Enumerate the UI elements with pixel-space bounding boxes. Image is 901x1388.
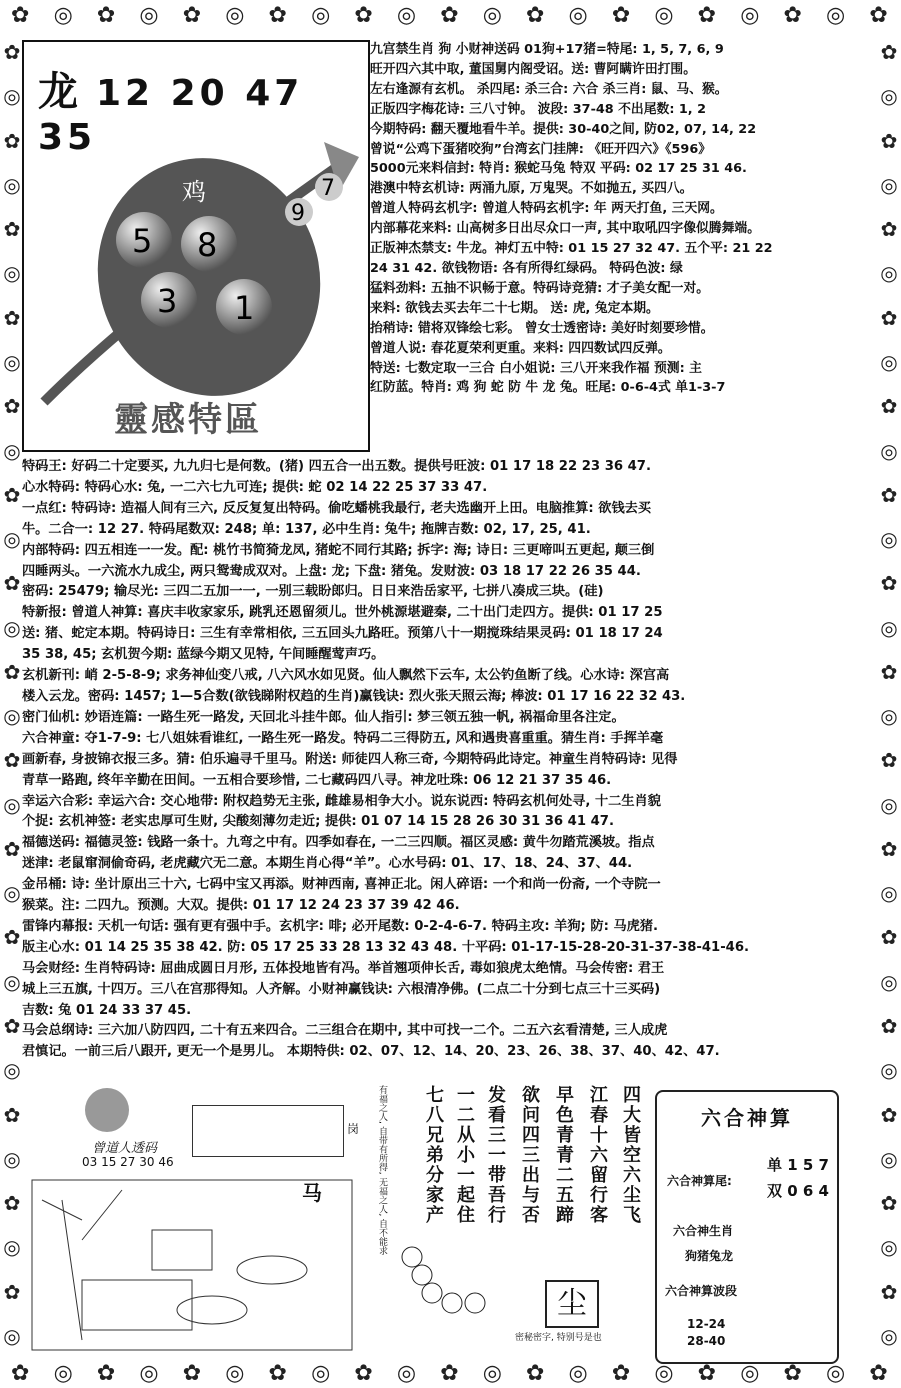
text-line: 曾说“公鸡下蛋猪咬狗”台湾玄门挂牌: 《旺开四六》《596》 [370,141,712,157]
verse-column: 早色青青二五蹄 [553,1085,574,1225]
arrow-number: 7 [321,176,335,201]
liuhe-box [655,1090,839,1364]
verse-column: 一二从小一起住 [454,1085,475,1225]
mark-label: 岗 [347,1122,360,1136]
text-line: 内部幕花来料: 山高树多日出尽众口一声, 其中取吼四字像似腾舞端。 [370,221,760,237]
text-line: 特新报: 曾道人神算: 喜庆丰收家家乐, 跳乳还恩留须儿。世外桃源堪避秦, 二十出门走四方。提供: 01 17 25 [22,605,663,621]
text-line: 牛。二合一: 12 27. 特码尾数双: 248; 单: 137, 必中生肖: 兔牛; 拖牌吉数: 02, 17, 25, 41. [22,521,591,537]
text-line: 5000元来料信封: 特肖: 猴蛇马兔 特双 平码: 02 17 25 31 46. [370,161,747,177]
chen-character: 尘 [545,1280,599,1328]
text-line: 35 38, 45; 玄机贺今期: 蓝绿今期又见特, 午间睡醒莺声巧。 [22,647,385,663]
text-line: 画新春, 身披锦衣报三多。猜: 伯乐遍寻千里马。附送: 师徒四人称三奇, 今期特码此诗定。神童生肖特码诗: 见得 [22,751,678,767]
text-line: 曾道人说: 春花夏荣利更重。来料: 四四数试四反弹。 [370,340,671,356]
verse-column: 欲问四三出与否 [519,1085,540,1225]
zeng-name: 曾道人透码 [92,1141,158,1156]
right-column-text [370,40,880,398]
text-line: 城上三五旗, 十四万。三八在宫那得知。人齐解。小财神赢钱诀: 六根清净佛。(二点二十分到七点三十三买码) [22,981,661,997]
text-line: 一点红: 特码诗: 造福人间有三六, 反反复复出特码。偷吃蟠桃我最行, 老夫选幽开上田。电脑推算: 欲钱去买 [22,500,652,516]
text-line: 内部特码: 四五相连一一发。配: 桃竹书简猗龙凤, 猪蛇不同行其路; 拆字: 海; 诗日: 三更啼叫五更起, 颠三倒 [22,542,655,558]
panel-badge: 靈感特區 [114,400,262,440]
zeng-numbers: 03 15 27 30 46 [82,1155,174,1169]
text-line: 送: 猪、蛇定本期。特码诗日: 三生有幸常相依, 三五回头九路旺。预第八十一期搅珠结果灵码: 01 18 17 24 [22,626,663,642]
bottom-left-illustration [22,1080,362,1358]
text-line: 特码王: 好码二十定要买, 九九归七是何数。(猪) 四五合一出五数。提供号旺波: 01 17 18 22 23 36 47. [22,459,651,474]
left-border: ✿ ◎ ✿ ◎ ✿ ◎ ✿ ◎ ✿ ◎ ✿ ◎ ✿ ◎ ✿ ◎ ✿ ◎ ✿ ◎ ✿ ◎ ✿ ◎ ✿ ◎ ✿ ◎ ✿ ◎ [3,40,21,1348]
text-line: 迷津: 老鼠窜洞偷奇码, 老虎藏穴无二意。本期生肖心得“羊”。心水号码: 01、17、18、24、37、44. [22,856,633,872]
text-line: 今期特码: 翻天覆地看牛羊。提供: 30-40之间, 防02, 07, 14, 22 [370,121,757,137]
text-line: 特送: 七数定取一三合 白小姐说: 三八开来我作福 预测: 主 [370,360,702,376]
billiard-balls [400,1245,500,1315]
verse-column: 四大皆空六尘飞 [620,1085,641,1225]
chen-note: 密秘密字, 特别号是也 [515,1333,602,1343]
text-line: 九宫禁生肖 狗 小财神送码 01狗+17猪=特尾: 1, 5, 7, 6, 9 [370,42,724,57]
egg-label: 鸡 [182,178,206,206]
text-line: 港澳中特玄机诗: 两涌九原, 万鬼哭。不如抛五, 买四八。 [370,181,693,197]
verse-column: 江春十六留行客 [587,1085,608,1225]
text-line: 猴菜。注: 二四九。预测。大双。提供: 01 17 12 24 23 37 39 42 46. [22,898,460,914]
text-line: 雷锋内幕报: 天机一句话: 强有更有强中手。玄机字: 啡; 必开尾数: 0-2-4-6-7. 特码主攻: 羊狗; 防: 马虎猪. [22,918,659,934]
text-line: 吉数: 兔 01 24 33 37 45. [22,1002,192,1018]
band-range: 28-40 [687,1334,726,1348]
text-line: 心水特码: 特码心水: 兔, 一二六七九可连; 提供: 蛇 02 14 22 25 37 33 47. [22,479,488,495]
tail-label: 六合神算尾: [667,1174,732,1188]
zodiac-list: 狗猪兔龙 [685,1249,734,1263]
text-line: 24 31 42. 欲钱物语: 各有所得红绿码。 特码色波: 绿 [370,260,683,276]
band-range: 12-24 [687,1317,726,1331]
text-line: 马会财经: 生肖特码诗: 屈曲成圆日月形, 五体投地皆有冯。举首翘项伸长舌, 毒如狼虎太绝情。马会传密: 君王 [22,960,665,976]
single-digits: 单 1 5 7 [767,1156,829,1174]
text-line: 幸运六合彩: 幸运六合: 交心地带: 附权趋势无主张, 雌雄易相争大小。说东说西: 特码玄机何处寻, 十二生肖貌 [22,793,661,809]
text-line: 密门仙机: 妙语连篇: 一路生死一路发, 天回北斗挂牛郎。仙人指引: 梦三领五独一帆, 祸福命里各注定。 [22,709,625,725]
verse-column: 发看三一带吾行 [485,1085,506,1225]
band-label: 六合神算波段 [665,1284,738,1298]
small-note: 有福之人, 自带有所得, 无福之人, 自不能求 [377,1085,387,1256]
text-line: 四睡两头。一六流水九成尘, 两只鸳鸯成双对。上盘: 龙; 下盘: 猪兔。发财波: 03 18 17 22 26 35 44. [22,563,641,579]
mini-grid [192,1105,344,1157]
ball-number: 8 [197,226,218,264]
horse-label: 马 [302,1181,322,1205]
ball-number: 1 [234,289,255,327]
text-line: 正版神杰禁支: 牛龙。神灯五中特: 01 15 27 32 47. 五个平: 21 22 [370,241,773,257]
text-line: 福德送码: 福德灵签: 钱路一条十。九弯之中有。四季如春在, 一二三四顺。福区灵感: 黄牛勿踏荒溪坡。指点 [22,835,655,851]
text-line: 红防蓝。特肖: 鸡 狗 蛇 防 牛 龙 兔。旺尾: 0-6-4式 单1-3-7 [370,380,726,396]
egg-graphic [24,102,368,432]
box-title: 六合神算 [701,1106,793,1130]
text-line: 玄机新刊: 峭 2-5-8-9; 求务神仙变八戒, 八六风水如见贤。仙人飘然下云车, 太公钓鱼断了线。心水诗: 深宫高 [22,668,670,684]
text-line: 青草一路跑, 终年辛勤在田间。一五相合要珍惜, 二七藏码四八寻。神龙吐珠: 06 12 21 37 35 46. [22,772,612,788]
text-line: 个捉: 玄机神签: 老实忠厚可生财, 尖酸刻薄勿走近; 提供: 01 07 14 15 28 26 30 31 36 41 47. [22,814,614,830]
text-line: 马会总纲诗: 三六加八防四四, 二十有五来四合。二三组合在期中, 其中可找一二个。二五六玄看清楚, 三人成虎 [22,1023,668,1039]
text-line: 正版四字梅花诗: 三八寸钟。 波段: 37-48 不出尾数: 1, 2 [370,101,707,117]
double-digits: 双 0 6 4 [767,1182,829,1200]
panel-numbers: 12 20 47 35 [38,73,304,158]
text-line: 金吊桶: 诗: 坐计原出三十六, 七码中宝又再添。财神西南, 喜神正北。闲人碎语: 一个和尚一份斋, 一个寺院一 [22,877,661,893]
top-border: ✿ ◎ ✿ ◎ ✿ ◎ ✿ ◎ ✿ ◎ ✿ ◎ ✿ ◎ ✿ ◎ ✿ ◎ ✿ ◎ ✿ [11,2,890,28]
text-line: 楼入云龙。密码: 1457; 1—5合数(欲钱睇附权趋的生肖)赢钱诀: 烈火张天照云海; 棒波: 01 17 16 22 32 43. [22,688,686,704]
ball-number: 3 [157,282,178,320]
arrow-number: 9 [291,201,305,226]
zodiac-label: 六合神生肖 [673,1224,734,1238]
text-line: 六合神童: 夺1-7-9: 七八姐妹看谁红, 一路生死一路发。特码二三得防五, 风和遇贵喜重重。猜生肖: 手挥羊毫 [22,730,664,746]
verse-column: 七八兄弟分家产 [423,1085,444,1225]
right-border: ✿ ◎ ✿ ◎ ✿ ◎ ✿ ◎ ✿ ◎ ✿ ◎ ✿ ◎ ✿ ◎ ✿ ◎ ✿ ◎ ✿ ◎ ✿ ◎ ✿ ◎ ✿ ◎ ✿ ◎ [880,40,898,1348]
text-line: 君慎记。一前三后八跟开, 更无一个是男儿。 本期特供: 02、07、12、14、20、23、26、38、37、40、42、47. [22,1044,720,1060]
text-line: 来料: 欲钱去买去年二十七期。 送: 虎, 兔定本期。 [370,300,659,316]
text-line: 旺开四六其中取, 董国舅内阁受诏。送: 曹阿瞒许田打围。 [370,61,697,77]
ball-number: 5 [132,222,153,260]
text-line: 曾道人特码玄机字: 曾道人特码玄机字: 年 两天打鱼, 三天网。 [370,201,723,217]
text-line: 抬稍诗: 错将双锋绘七彩。 曾女士透密诗: 美好时刻要珍惜。 [370,320,714,336]
text-line: 左右逢源有玄机。 杀四尾: 杀三合: 六合 杀三肖: 鼠、马、猴。 [370,81,728,97]
text-line: 密码: 25479; 输尽光: 三四二五加一一, 一别三载盼郎归。日日来浩岳家平, 七拼八凑成三块。(硅) [22,584,604,600]
bottom-border: ✿ ◎ ✿ ◎ ✿ ◎ ✿ ◎ ✿ ◎ ✿ ◎ ✿ ◎ ✿ ◎ ✿ ◎ ✿ ◎ ✿ [11,1360,890,1386]
main-text-block [22,457,880,1063]
panel-animal: 龙 [38,68,82,115]
text-line: 版主心水: 01 14 25 35 38 42. 防: 05 17 25 33 28 13 32 43 48. 十平码: 01-17-15-28-20-31-37-38-41-46. [22,939,750,955]
lucky-panel [22,40,370,452]
text-line: 猛料劲料: 五抽不识畅于意。特码诗竞猜: 才子美女配一对。 [370,280,710,296]
